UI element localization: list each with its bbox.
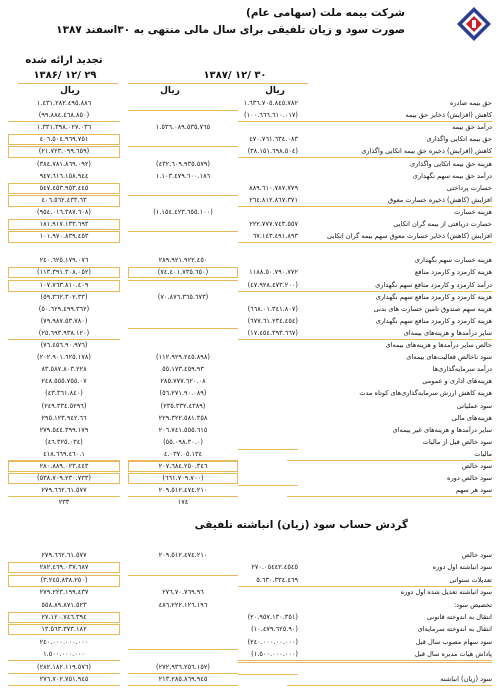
prior-year-cell: ٨٣.٥٨٧.٨۰٣.٢٢٨ <box>41 365 87 374</box>
table-row <box>0 637 500 648</box>
prior-year-date: ۱۳۸۶/ ۱۲/ ۲۹ <box>33 70 97 81</box>
prior-year-cell: ۱.٥۰۰.۰۰۰.۰۰۰ <box>8 649 120 661</box>
table-row <box>0 461 500 472</box>
current-unit: ریال <box>265 86 285 96</box>
current-total-cell: (٢٧٢.٩٣٦.٢٥٦.۱٥٢) <box>128 662 238 674</box>
prior-year-cell: ٢٨٢.٤٦۹.۰٣٧.٦٨٧ <box>8 562 120 573</box>
table-row <box>0 122 500 133</box>
current-total-cell: (٧۰.٨٧٦.٣٦٥.٦٧٣) <box>157 292 209 301</box>
current-total-cell: ٢٢۹.٣٢٢.٥٨۱.٣٥٨ <box>158 413 208 422</box>
current-detail-cell: ٥.٦٣۰.٣٣٤.٤٦۹ <box>238 575 298 587</box>
table-row <box>0 134 500 145</box>
current-total-cell: ٢۰٧.٦٨٤.٢٥۰.٣٤٦ <box>128 461 238 472</box>
current-total-cell <box>128 110 238 111</box>
prior-year-cell: (٥٣٨.٧۰۹.٢٣٠.٧٣٣) <box>8 473 120 484</box>
row-label: سایر درآمدها و هزینه‌های بیمه‌ای <box>287 328 492 340</box>
table-row <box>0 575 500 586</box>
row-label: سود سهام مصوب سال قبل <box>415 637 492 646</box>
current-total-cell <box>128 195 238 196</box>
row-label: خسارت دریافتی از بیمه گران اتکایی <box>393 220 492 228</box>
table-row <box>0 316 500 327</box>
current-header-rule <box>128 83 308 84</box>
prior-unit: ریال <box>60 86 80 96</box>
prior-year-cell: (٥٩.٣٦٢.٣۰٢.۳۳) <box>40 292 88 301</box>
current-total-cell: (٧٤.٤۰۱.٧٣٥.٦٥۰) <box>128 267 238 278</box>
prior-year-cell: (٧٦.٤٥٦.۹۰.٩٧٦) <box>40 341 88 349</box>
row-label: انتقال به اندوخته قانونی <box>426 613 492 621</box>
table-row <box>0 624 500 635</box>
prior-year-cell: ٢٣٣ <box>58 498 70 507</box>
row-label: هزینه‌های اداری و عمومی <box>422 377 492 386</box>
table-row <box>0 437 500 448</box>
table-row <box>0 376 500 387</box>
row-label: هزینه خسارت سهم نگهداری <box>414 256 492 265</box>
current-detail-cell: (۱۰.٤٧۹.٦٢٥.٩۰) <box>251 625 298 634</box>
current-total-cell: (٤٣٢.٦۰۹.٩٣٥.٥۷۹) <box>156 159 210 168</box>
table-row <box>0 328 500 339</box>
prior-year-cell: (٧۹.٩٨٧.٥٣.٧٨۰) <box>40 316 88 325</box>
current-total-cell: (٦٦۱.٧۰۹.٧٠٠) <box>128 473 238 484</box>
current-year-date: ۱۳۸۷/ ۱۲/ ۳۰ <box>203 70 267 81</box>
current-total-cell: ٢۰٩.٥۱٢.٤٧٤.٢۱۰ <box>128 485 238 497</box>
current-total-cell: ۱.٥٣٦.۰۸۹.٥٣٥.٧٦٥ <box>155 123 211 132</box>
table-row <box>0 562 500 573</box>
table-row <box>0 473 500 484</box>
prior-year-cell: ۹٤٧.٦۱٦.۱٥٨.۹٤٤ <box>39 171 89 180</box>
table-row <box>0 159 500 170</box>
current-total-cell <box>128 649 238 650</box>
prior-year-cell: ٤۱٨.٦٦۹.٤٦۰.١ <box>8 449 120 461</box>
prior-year-cell: ٢٤۰.۰۰۰.۰۰۰.۰۰۰ <box>39 637 89 646</box>
table-row <box>0 243 500 254</box>
row-label: سود خالص دوره <box>447 474 492 483</box>
current-total-cell: ٢٨٥.٧٧٧.٦٢۰.۰٨ <box>160 377 206 386</box>
prior-year-cell: ۱۰٧.٧٦٣.٨۱۰.٤۰۹ <box>8 280 120 292</box>
table-row <box>0 267 500 278</box>
current-detail-cell <box>238 674 298 675</box>
current-detail-cell: ۱.٦٣٦.٧٠٥.٨٤٥.٧٨٢ <box>243 99 298 107</box>
prior-year-cell: (٤٦.٣٢٥.۰٣٤) <box>45 437 83 446</box>
row-label: سود هر سهم <box>287 485 492 497</box>
row-label: درآمد حق بیمه <box>452 123 492 132</box>
current-total-cell: ٢٨۹.٩٢۱.۹٢٢.٤٥۰ <box>158 256 208 265</box>
company-logo <box>456 6 492 42</box>
current-total-cell: ٥٥.۱٧٣.٤٥۹.۹٣ <box>162 365 204 374</box>
prior-header-rule <box>18 83 118 84</box>
table-row <box>0 485 500 496</box>
row-label: خالص سایر درآمدها و هزینه‌های بیمه‌ای <box>385 341 492 349</box>
table-row <box>0 587 500 598</box>
current-total-cell: ٢۰٦.٧٤۱.٥٥٥.٦١٥ <box>158 425 208 434</box>
current-total-cell <box>128 328 238 329</box>
row-label: هزینه‌های مالی <box>451 413 492 422</box>
prior-year-cell: ٢٧۹.٦٦٢.٦۱.٥٧٧ <box>8 485 120 497</box>
current-detail-cell: (٦٧٧.٦۱.٢٣٤.٤٥٤) <box>247 316 298 325</box>
current-total-cell: (٥٦.٢٧۱.٩۰.۰٨٩) <box>159 389 207 398</box>
current-total-cell: ٢۱٣.٢٨٥.٨٦٩.٩٤٥ <box>128 674 238 686</box>
prior-year-cell: ٢۹٥.۱٢٣.٩٤٢.٦٦ <box>41 413 87 422</box>
table-row <box>0 352 500 363</box>
current-total-cell: ٤.۰٣٧.۰٥.١٣٤ <box>128 449 238 461</box>
current-detail-cell: ٢٧۰.۰٥٤٤٢.٤٥٤٥ <box>251 563 298 572</box>
company-name: شرکت بیمه ملت (سهامی عام) <box>246 7 405 19</box>
row-label: افزایش (کاهش) ذخایر خسارت معوق سهم بیمه گران اتکایی <box>287 231 492 243</box>
current-total-cell <box>128 231 238 232</box>
table-row <box>0 110 500 121</box>
row-label: کاهش (افزایش) ذخایر حق بیمه <box>287 110 492 122</box>
current-detail-cell <box>238 485 298 486</box>
statement-title: صورت سود و زیان تلفیقی برای سال مالی منتهی به ۳۰اسفند ۱۳۸۷ <box>56 24 405 36</box>
row-label: تخصیص سود: <box>453 600 492 609</box>
prior-year-cell: (۱۱٣.٣۹۱.٣۰٨.۰٥٢) <box>8 267 120 278</box>
current-total-cell <box>128 146 238 147</box>
prior-year-cell: ٤۰٦.٥۰٤.۹٦۹.٧٥۱ <box>8 134 120 145</box>
row-label: درآمد سرمایه‌گذاری‌ها <box>432 365 492 374</box>
row-label: درآمد حق بیمه سهم نگهداری <box>412 171 492 180</box>
table-row <box>0 340 500 351</box>
table-row <box>0 425 500 436</box>
current-unit-mid: ریال <box>160 86 180 96</box>
current-total-cell <box>128 575 238 576</box>
row-label: حق بیمه صادره <box>449 99 492 107</box>
current-detail-cell <box>238 662 298 663</box>
row-label: افزایش (کاهش) ذخیره خسارت معوق <box>287 195 492 207</box>
current-detail-cell: (۳۸.۱٥۱.٦۹٨.٥۰٤) <box>238 146 298 158</box>
row-label: سود خالص <box>461 462 492 470</box>
row-label: درآمد کارمزد و کارمزد منافع سهم نگهداری <box>287 280 492 292</box>
current-total-cell: (۱.۱٥٤.٤٢٣.٦٥٥.۱۰۰) <box>153 207 213 216</box>
current-detail-cell: (۱۰۰.٦٦٦.٦۱۰.۰۱۷) <box>238 110 298 122</box>
table-row <box>0 401 500 412</box>
table-row <box>0 674 500 685</box>
row-label: سود (زیان) انباشته <box>287 674 492 686</box>
prior-year-cell: (٢٥.٦۹٣.۹۳۸.۱۲۰) <box>8 328 120 340</box>
prior-year-cell: ٢٧۹.٢٢٣.۱۹۹.٤٣٧ <box>39 588 89 597</box>
prior-year-cell: ۱.٣٣۱.٣۹٨.۰٢٧.۰٣٦ <box>36 123 92 132</box>
table-row <box>0 612 500 623</box>
row-label: سود انباشته اول دوره <box>432 563 492 572</box>
prior-year-cell: ٢٤۰.٦٢٥.۱٧۹.۰٧٦ <box>39 256 89 265</box>
prior-year-cell: ٢٧.۱٢٠.٧٤٦.٣۹٤ <box>8 612 120 623</box>
table-row <box>0 292 500 303</box>
prior-year-cell: ٢٨۰.٨٨۹.۰٢٣.٤٤٣ <box>8 461 120 472</box>
row-label: هزینه حق بیمه اتکایی واگذاری <box>409 159 492 168</box>
prior-year-cell: (۹۹.۸۸٤.٤٦۸.٨٥٠) <box>8 110 120 122</box>
row-label: تعدیلات سنواتی <box>287 575 492 587</box>
table-row <box>0 413 500 424</box>
table-row <box>0 219 500 230</box>
prior-year-cell: ۱٨۱.۹۱٧.١٣٣.٦۹٣ <box>8 219 120 230</box>
row-label: هزینه کارمزد و کارمزد منافع سهم نگهداری <box>375 292 492 301</box>
current-total-cell: (٥٥.۰۹٨.٣٠.۰) <box>163 437 203 446</box>
current-total-cell <box>128 280 238 281</box>
prior-year-cell: ۱۰۱.۹٧۰.٨٣۹.٤٥٣ <box>8 231 120 243</box>
table-row <box>0 600 500 611</box>
row-label: سود خالص قبل از مالیات <box>422 437 492 446</box>
current-total-cell: (٢٣٥.٣٣٢.٤٣٨٩) <box>160 401 206 410</box>
current-total-cell: ٢۰٩.٥۱٢.٤٧٤.٢۱۰ <box>158 551 208 559</box>
current-detail-cell: (۱.٥۰۰.۰۰۰.۰۰۰) <box>238 649 298 661</box>
row-label: سود انباشته تعدیل شده اول دوره <box>400 588 492 597</box>
prior-year-cell: ٢٧۹.٥٤٤.٣۹٩.۱۷۹ <box>39 425 89 434</box>
current-detail-cell: ٤٧٠.٧٦۱.٦٣٤.۰٨٣ <box>249 135 298 144</box>
row-label: پاداش هیات مدیره سال قبل <box>287 649 492 661</box>
prior-year-cell: (٢٠٢.۹۰۱.٦٢٥.۱٧٨) <box>37 353 91 362</box>
row-label: سایر درآمدها و هزینه‌های غیر بیمه‌ای <box>392 425 492 434</box>
current-detail-cell <box>238 449 298 450</box>
prior-year-cell: ۱٣.٥٦٣.٣٧٣.۱٨٢ <box>8 624 120 635</box>
table-row <box>0 231 500 242</box>
table-row <box>0 364 500 375</box>
table-row <box>0 146 500 157</box>
table-row <box>0 388 500 399</box>
current-total-cell: ٤٨٦.٢٢٢.۱٢٦.۱۹٦ <box>158 600 208 609</box>
prior-year-cell: (٢٤۹.٣٣٤.٥٢٩٦) <box>41 401 87 410</box>
row-label: خسارت پرداختی <box>446 183 492 192</box>
current-detail-cell: ۱۱٨٨.٥۰.٧۹۰.٧٧٢ <box>249 268 298 277</box>
table-row <box>0 649 500 660</box>
current-detail-cell: (۱٧.٤٥٤.٣۹٣.٦٦٧) <box>238 328 298 340</box>
prior-year-cell: (٥۰.٦٢۹.٤۹۹.٣٦٢) <box>38 304 90 313</box>
current-detail-cell: (٦٦٨.۰۱.٣٤۱.٨۰٧) <box>247 304 298 313</box>
row-label: هزینه کاهش ارزش سرمایه‌گذاری‌های کوتاه مدت <box>359 389 492 398</box>
row-label: هزینه کارمزد و کارمزد منافع <box>414 268 492 277</box>
prior-year-cell: (٤٣.٣٦١.٨٤۰) <box>45 389 83 398</box>
current-detail-cell: ٨٨۹.٦۱۰.٧٨٧.٧٧۹ <box>249 183 298 192</box>
row-label: سود خالص <box>461 551 492 559</box>
prior-year-cell: (٢۱.٧٢٣.۰۹۹.٦٥۹) <box>8 146 120 158</box>
current-detail-cell: (٤٧.٩٢٨.٤٧٣.٢۰۰) <box>238 280 298 292</box>
prior-year-cell: ٥٥٨.٨٩.٨٧۱.٥٢٣ <box>41 600 87 609</box>
current-detail-cell: ٢٢٢.٧٧٧.٧٤٣.٥٥۷ <box>249 220 298 228</box>
table-row <box>0 304 500 315</box>
row-label: هزینه کارمزد و کارمزد منافع سهم نگهداری <box>375 316 492 325</box>
table-row <box>0 550 500 561</box>
prior-year-cell: (۹٥٤.۰۱٦.٣٨٧.٦۰٨) <box>37 207 91 216</box>
table-row <box>0 183 500 194</box>
current-detail-cell: (٢٤۰.۰۰۰.۰۰.۰۰۰) <box>247 637 298 646</box>
row-label: هزینه سهم صندوق تامین خسارت های بدنی <box>373 304 492 313</box>
current-total-cell: ۱.۱۰٣.٤٧٩.٦۰۰.۱۸٦ <box>155 171 211 180</box>
table-row <box>0 195 500 206</box>
table-row <box>0 662 500 673</box>
prior-year-cell: (٣.٢٤٥.٨٣٨.٢٥۰) <box>8 575 120 587</box>
prior-year-cell: (٢٨٢.۱٨٢.۱۱۹.٥٧٦) <box>8 662 120 674</box>
row-label: انتقال به اندوخته سرمایه‌ای <box>417 625 492 634</box>
current-total-cell: (۱۱٢.۹٢۹.٢٤٥.٨٩٨) <box>156 353 210 362</box>
table-row <box>0 280 500 291</box>
prior-year-cell: ٤۰٦.٥٦٢.٤٣٣.٦٣ <box>8 195 120 207</box>
current-detail-cell: ٦٧.۱٤٣.٤٩۱.٨۹٣ <box>238 231 298 243</box>
table-row <box>0 449 500 460</box>
table-row <box>0 255 500 266</box>
prior-year-cell: ٢٧٦.٧۰٢.٧٥۱.٩٤٥ <box>8 674 120 686</box>
table-row <box>0 207 500 218</box>
prior-year-cell: ٢٤٨.٥٥٥.٧٥٥.۰٧ <box>41 377 87 386</box>
current-total-cell: ٢٧٦.٧٠.٧٦۹.٩٦ <box>162 588 204 597</box>
row-label: سود عملیاتی <box>456 401 492 410</box>
prior-year-cell: ٥٤٧.٤٥٣.۹٥٣.٤٤٥ <box>8 183 120 194</box>
section2-title: گردش حساب سود (زیان) انباشته تلفیقی <box>194 519 408 531</box>
current-detail-cell: (٢۰.٩٥٧.۱٣۰.٣٥١) <box>247 613 298 621</box>
current-detail-cell: ٢٦٤.٨۱٢.٨٦٧.٣٧۱ <box>238 195 298 207</box>
row-label: حق بیمه اتکایی واگذاری <box>426 135 492 144</box>
prior-year-cell: (٣٨٤.٧٨١.٨٦۹.٠۹٢) <box>37 159 91 168</box>
row-label: مالیات <box>287 449 492 461</box>
table-row <box>0 171 500 182</box>
row-label: هزینه خسارت <box>454 207 492 216</box>
current-total-cell: ۱٧٤ <box>177 498 189 507</box>
row-label: کاهش (افزایش) ذخیره حق بیمه اتکایی واگذاری <box>287 146 492 158</box>
table-row <box>0 497 500 508</box>
table-row <box>0 98 500 109</box>
prior-year-cell: ۱.٤٣١.٢٨٢.٤٩٥.٨٨٦ <box>36 99 92 107</box>
row-label: سود ناخالص فعالیت‌های بیمه‌ای <box>406 353 492 362</box>
prior-year-cell: ٢٧۹.٦٦٢.٦۱.٥٧٧ <box>41 551 87 559</box>
row-label <box>287 662 492 663</box>
restated-label: تجدید ارائه شده <box>25 55 103 66</box>
